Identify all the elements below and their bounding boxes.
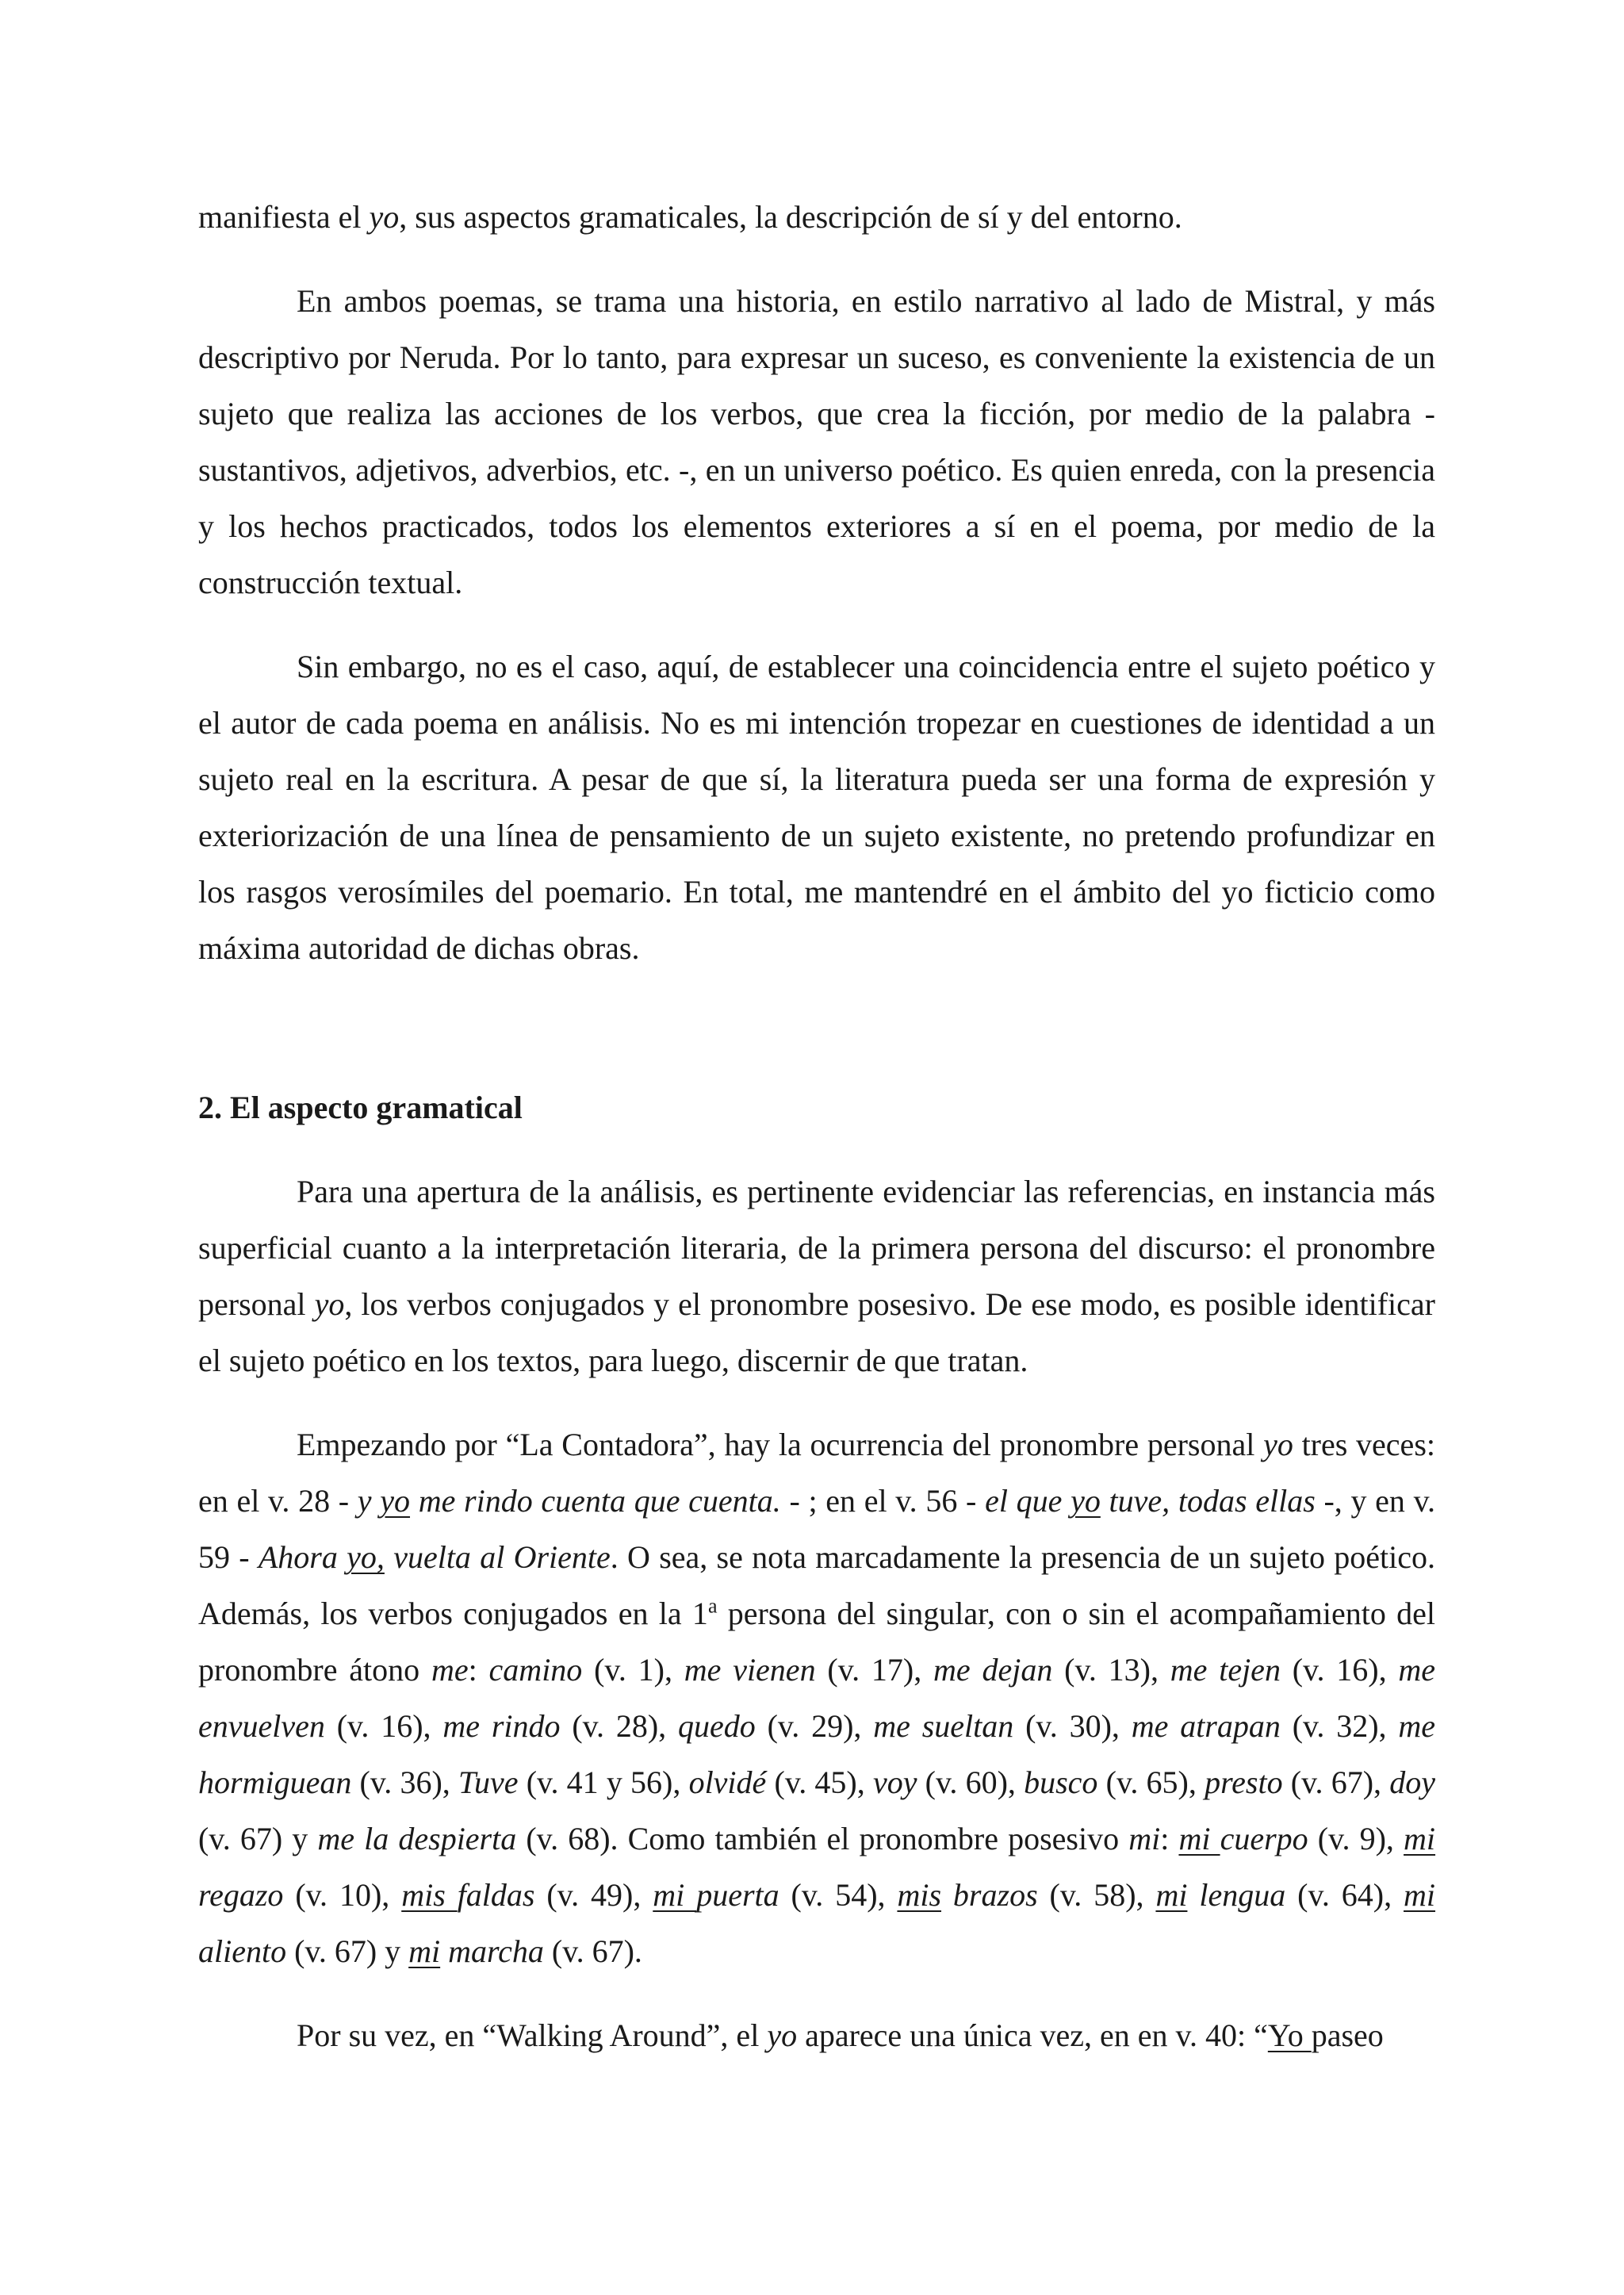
text-run: : [468,1652,489,1688]
text-run: (v. 32), [1280,1708,1399,1744]
italic-text: tuve, todas ellas [1100,1483,1316,1519]
underlined-italic-text: mi [1155,1877,1188,1913]
text-run: (v. 13), [1052,1652,1170,1688]
body-paragraph [198,1416,1435,1979]
italic-text: presto [1205,1764,1283,1800]
text-run: (v. 67), [1282,1764,1390,1800]
italic-text: Ahora [258,1539,347,1575]
text-run: (v. 64), [1285,1877,1404,1913]
text-run: (v. 29), [755,1708,874,1744]
italic-text: me [431,1652,469,1688]
text-run: (v. 17), [815,1652,934,1688]
italic-text: busco [1024,1764,1098,1800]
italic-text: olvidé [688,1764,767,1800]
italic-text: Tuve [458,1764,519,1800]
italic-text: marcha [440,1933,544,1969]
body-paragraph [198,2007,1435,2063]
text-run: (v. 28), [560,1708,678,1744]
italic-text: yo [314,1286,345,1322]
text-run: aparece una única vez, en en v. 40: “ [797,2017,1268,2053]
underlined-text: Yo [1267,2017,1312,2053]
text-run: Por su vez, en “Walking Around”, el [297,2017,768,2053]
italic-text: y [357,1483,381,1519]
text-run: tres veces: en el v. 28 - [198,1427,1435,1519]
text-run: (v. 16), [1280,1652,1399,1688]
italic-text: brazos [941,1877,1038,1913]
text-run: (v. 67) y [198,1821,318,1856]
text-run: 2. El aspecto gramatical [198,1090,523,1125]
italic-text: yo [767,2017,798,2053]
body-paragraph [198,1163,1435,1389]
text-run: En ambos poemas, se trama una historia, en estilo narrativo al lado de Mistral, y más descriptivo por Neruda. Por lo tanto, para expresar un suceso, es conveniente la existencia de un sujeto que realiza las acciones de los verbos, que crea la ficción, por medio de la palabra - sustantivos, adjetivos, adverbios, etc. -, en un universo poético. Es quien enreda, con la presencia y los hechos practicados, todos los elementos exteriores a sí en el poema, por medio de la construcción textual. [198,283,1435,600]
italic-text: me atrapan [1131,1708,1281,1744]
italic-text: yo [369,199,400,235]
text-run: (v. 41 y 56), [518,1764,689,1800]
text-run: (v. 67). [543,1933,642,1969]
italic-text: quedo [678,1708,756,1744]
text-run: (v. 68). Como también el pronombre posesivo [516,1821,1129,1856]
italic-text: faldas [457,1877,535,1913]
text-run: persona del singular, con o sin el acompañamiento del pronombre átono [198,1596,1435,1688]
section-heading [198,1079,1435,1136]
text-run: (v. 1), [582,1652,684,1688]
italic-text: puerta [696,1877,779,1913]
text-run: (v. 45), [766,1764,873,1800]
italic-text: vuelta al Oriente [384,1539,611,1575]
italic-text: me rindo [442,1708,561,1744]
text-run: manifiesta el [198,199,370,235]
italic-text: me envuelven [198,1652,1436,1744]
text-run: (v. 65), [1097,1764,1205,1800]
text-run: : [1160,1821,1179,1856]
italic-text: me rindo cuenta que cuenta. [410,1483,781,1519]
document-body [198,189,1435,2091]
italic-text: cuerpo [1220,1821,1308,1856]
body-paragraph [198,638,1435,976]
text-run: (v. 36), [351,1764,458,1800]
underlined-italic-text: mi [1178,1821,1220,1856]
underlined-italic-text: mis [897,1877,942,1913]
underlined-italic-text: mis [401,1877,458,1913]
underlined-italic-text: mi [653,1877,697,1913]
italic-text: me la despierta [317,1821,517,1856]
underlined-italic-text: mi [1404,1821,1436,1856]
italic-text: aliento [198,1933,287,1969]
text-run: Empezando por “La Contadora”, hay la ocurrencia del pronombre personal [297,1427,1264,1462]
text-run: -, y en v. 59 - [198,1483,1435,1575]
italic-text: regazo [198,1877,284,1913]
text-run: (v. 54), [779,1877,898,1913]
italic-text: me hormiguean [198,1708,1435,1800]
italic-text: lengua [1187,1877,1286,1913]
text-run: (v. 49), [534,1877,653,1913]
body-paragraph [198,189,1435,245]
underlined-italic-text: yo [380,1483,411,1519]
underlined-italic-text: mi [1404,1877,1436,1913]
text-run: paseo [1311,2017,1384,2053]
italic-text: el que [985,1483,1071,1519]
text-run: (v. 58), [1037,1877,1156,1913]
text-run: . O sea, se nota marcadamente la presencia de un sujeto poético. Además, los verbos conjugados en la 1 [198,1539,1436,1631]
italic-text: me dejan [933,1652,1053,1688]
superscript-text: a [707,1594,718,1618]
text-run: Para una apertura de la análisis, es pertinente evidenciar las referencias, en instancia más superficial cuanto a la interpretación literaria, de la primera persona del discurso: el pronombre personal [198,1174,1435,1322]
text-run: - ; en el v. 56 - [780,1483,986,1519]
body-paragraph [198,273,1435,611]
italic-text: mi [1128,1821,1161,1856]
underlined-italic-text: yo, [347,1539,385,1575]
text-run: (v. 9), [1308,1821,1404,1856]
text-run: (v. 60), [917,1764,1025,1800]
text-run: Sin embargo, no es el caso, aquí, de establecer una coincidencia entre el sujeto poético y el autor de cada poema en análisis. No es mi intención tropezar en cuestiones de identidad a un sujeto real en la escritura. A pesar de que sí, la literatura pueda ser una forma de expresión y exteriorización de una línea de pensamiento de un sujeto existente, no pretendo profundizar en los rasgos verosímiles del poemario. En total, me mantendré en el ámbito del yo ficticio como máxima autoridad de dichas obras. [198,649,1435,966]
text-run: , sus aspectos gramaticales, la descripción de sí y del entorno. [399,199,1182,235]
text-run: (v. 16), [324,1708,443,1744]
underlined-italic-text: mi [408,1933,441,1969]
text-run: (v. 10), [283,1877,402,1913]
text-run: , los verbos conjugados y el pronombre posesivo. De ese modo, es posible identificar el sujeto poético en los textos, para luego, discernir de que tratan. [198,1286,1436,1378]
italic-text: yo [1263,1427,1293,1462]
italic-text: voy [872,1764,917,1800]
text-run: (v. 30), [1013,1708,1132,1744]
italic-text: me vienen [684,1652,816,1688]
italic-text: me tejen [1170,1652,1281,1688]
text-run: (v. 67) y [286,1933,409,1969]
italic-text: me sueltan [873,1708,1014,1744]
italic-text: camino [488,1652,583,1688]
italic-text: doy [1389,1764,1435,1800]
underlined-italic-text: yo [1071,1483,1101,1519]
